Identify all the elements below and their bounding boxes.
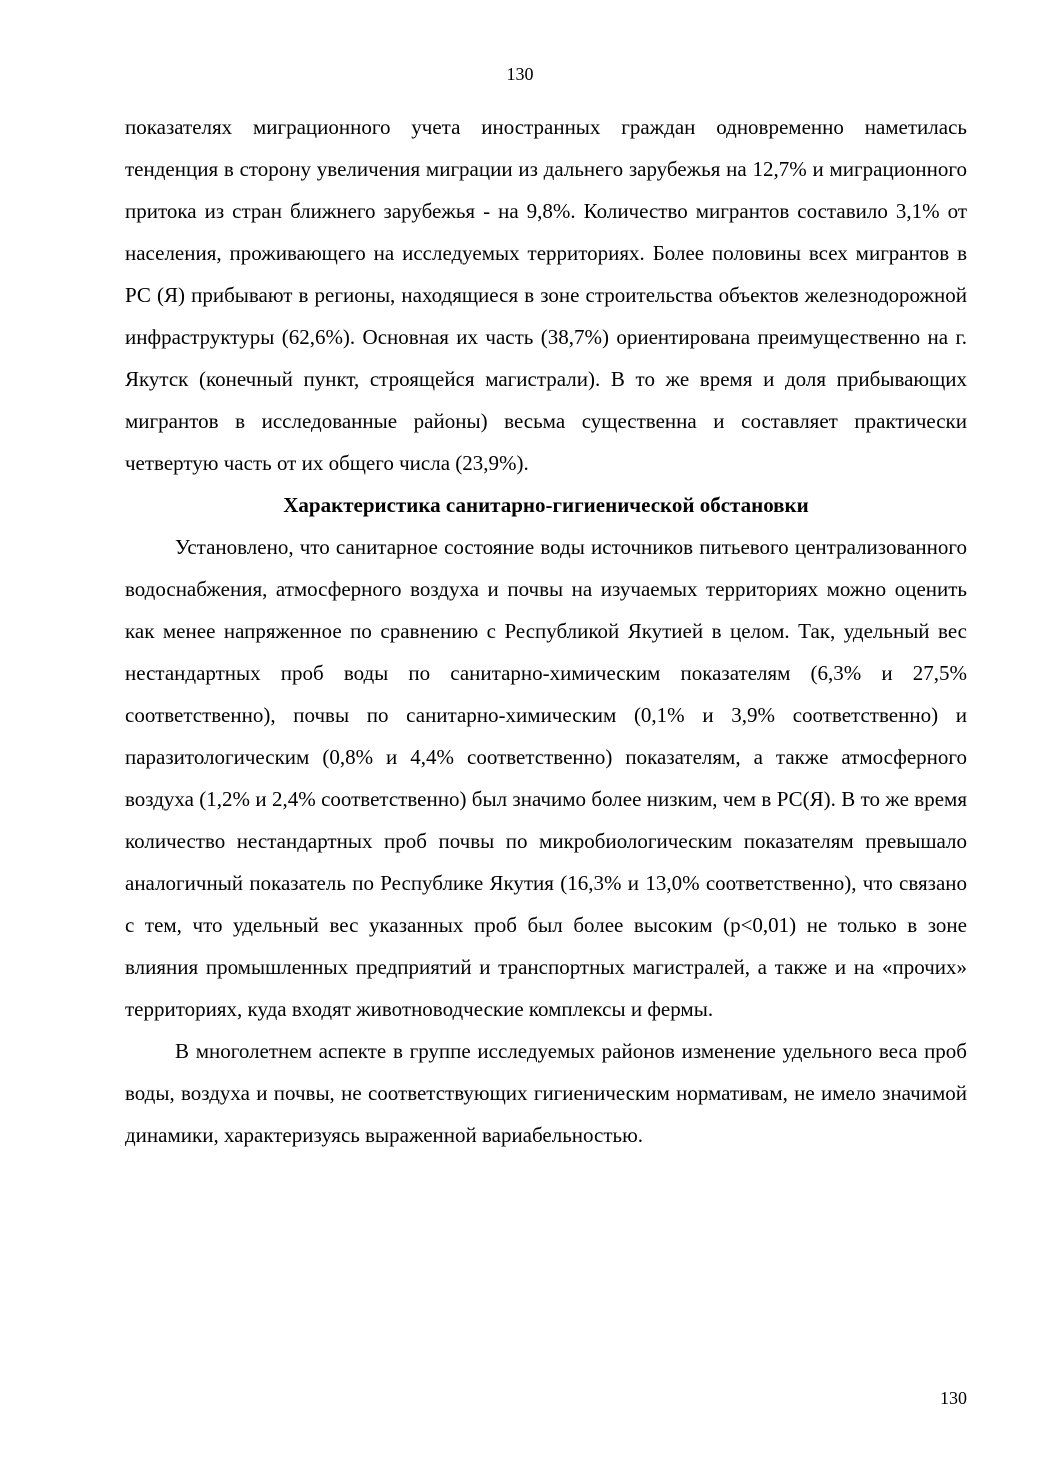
- paragraph-migration: показателях миграционного учета иностранных граждан одновременно наметилась тенденция в сторону увеличения миграции из дальнего зарубежья на 12,7% и миграционного притока из стран ближнего зарубежья - на 9,8%. Количество мигрантов составило 3,1% от населения, проживающего на исследуемых территориях. Более половины всех мигрантов в РС (Я) прибывают в регионы, находящиеся в зоне строительства объектов железнодорожной инфраструктуры (62,6%). Основная их часть (38,7%) ориентирована преимущественно на г. Якутск (конечный пункт, строящейся магистрали). В то же время и доля прибывающих мигрантов в исследованные районы) весьма существенна и составляет практически четвертую часть от их общего числа (23,9%).: [125, 115, 967, 475]
- page-number-bottom: 130: [940, 1388, 967, 1408]
- paragraph-longterm: В многолетнем аспекте в группе исследуемых районов изменение удельного веса проб воды, воздуха и почвы, не соответствующих гигиеническим нормативам, не имело значимой динамики, характеризуясь выраженной вариабельностью.: [125, 1039, 967, 1147]
- section-heading: Характеристика санитарно-гигиенической обстановки: [283, 493, 809, 517]
- paragraph-sanitary: Установлено, что санитарное состояние воды источников питьевого централизованного водоснабжения, атмосферного воздуха и почвы на изучаемых территориях можно оценить как менее напряженное по сравнению с Республикой Якутией в целом. Так, удельный вес нестандартных проб воды по санитарно-химическим показателям (6,3% и 27,5% соответственно), почвы по санитарно-химическим (0,1% и 3,9% соответственно) и паразитологическим (0,8% и 4,4% соответственно) показателям, а также атмосферного воздуха (1,2% и 2,4% соответственно) был значимо более низким, чем в РС(Я). В то же время количество нестандартных проб почвы по микробиологическим показателям превышало аналогичный показатель по Республике Якутия (16,3% и 13,0% соответственно), что связано с тем, что удельный вес указанных проб был более высоким (р<0,01) не только в зоне влияния промышленных предприятий и транспортных магистралей, а также и на «прочих» территориях, куда входят животноводческие комплексы и фермы.: [125, 535, 967, 1021]
- page-number-top: 130: [506, 64, 534, 84]
- document-body: [125, 106, 967, 1156]
